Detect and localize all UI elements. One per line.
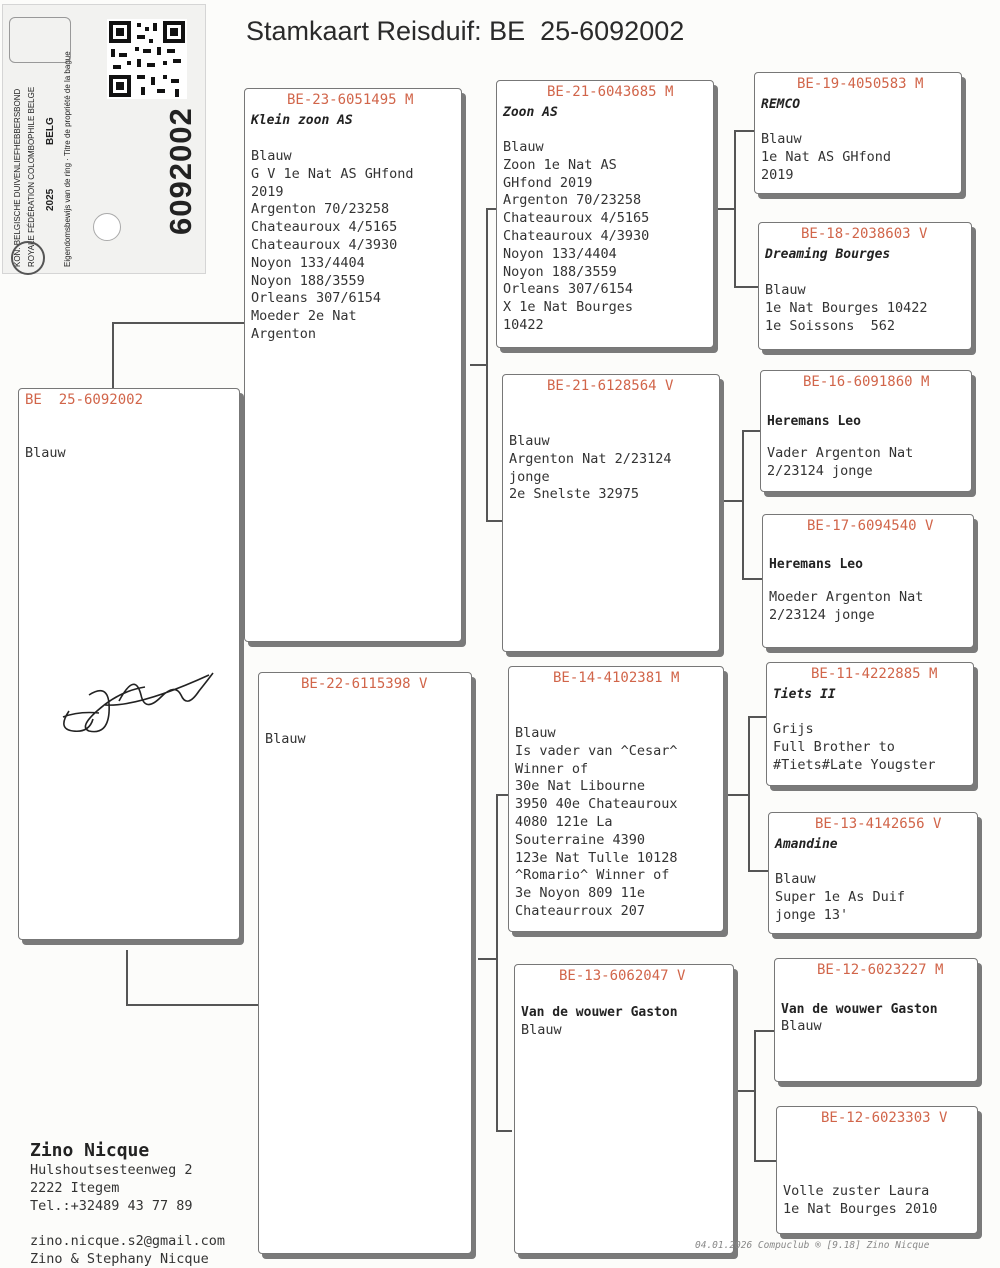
owner-name: Zino Nicque [30,1140,150,1161]
connector-line [470,364,486,366]
ring-number: BE-11-4222885 M [811,666,938,682]
ring-number: BE-13-6062047 V [559,968,686,984]
ring-number: BE-17-6094540 V [807,518,934,534]
pigeon-details: Blauw 1e Nat Bourges 10422 1e Soissons 562 [765,282,928,334]
ring-number: BE-16-6091860 M [803,374,930,390]
pedigree-box-mff [766,662,974,786]
ring-country: BELG [45,117,56,145]
pedigree-box-pigeon [18,388,240,940]
connector-line [748,716,750,870]
federation-logo [9,17,71,63]
owner-email: zino.nicque.s2@gmail.com [30,1233,226,1249]
connector-line [734,130,736,286]
owner-contact [30,1232,225,1268]
pedigree-box-mmm [776,1106,978,1234]
ring-number: BE-12-6023227 M [817,962,944,978]
connector-line [754,1030,774,1032]
ring-number: BE-21-6043685 M [547,84,674,100]
connector-line [716,208,734,210]
pigeon-name: REMCO [761,97,801,112]
connector-line [126,1004,260,1006]
owner-city: 2222 Itegem [30,1180,120,1196]
pigeon-details: Blauw [521,1022,562,1038]
ring-text-federation-fr: ROYALE FÉDÉRATION COLOMBOPHILE BELGE [27,86,36,267]
ring-number: BE-23-6051495 M [287,92,414,108]
ring-number: BE-13-4142656 V [815,816,942,832]
connector-line [496,794,498,1130]
pigeon-name: Van de wouwer Gaston [521,1005,678,1020]
owner-info [30,1140,193,1215]
ring-number: BE-22-6115398 V [301,676,428,692]
owner-address: Hulshoutsesteenweg 2 [30,1162,193,1178]
qr-code [107,19,187,99]
pigeon-details: Blauw G V 1e Nat AS GHfond 2019 Argenton 70/23258 Chateauroux 4/5165 Chateauroux 4/3930 Noyon 133/4404 Noyon 188/3559 Orleans 307/6154 Moeder 2e Nat Argenton [251,148,414,342]
pigeon-name: Klein zoon AS [251,113,353,128]
owner-phone: Tel.:+32489 43 77 89 [30,1198,193,1214]
connector-line [112,322,114,389]
pedigree-box-mmf [774,958,978,1082]
ring-number: BE-14-4102381 M [553,670,680,686]
pigeon-details: Blauw Is vader van ^Cesar^ Winner of 30e Nat Libourne 3950 40e Chateauroux 4080 121e La Souterraine 4390 123e Nat Tulle 10128 ^Romario^ Winner of 3e Noyon 809 11e Chateaurroux 207 [515,725,678,919]
pigeon-details: Blauw 1e Nat AS GHfond 2019 [761,131,892,183]
pigeon-details: Blauw [25,445,66,461]
pigeon-name: Amandine [775,837,838,852]
pigeon-details: Blauw [781,1018,822,1034]
pigeon-name: Zoon AS [503,105,558,120]
pigeon-details: Blauw [265,731,306,747]
connector-line [742,430,762,432]
connector-line [478,958,496,960]
pedigree-box-fmm [762,514,974,648]
pedigree-box-fm [502,374,720,652]
ring-number: BE-19-4050583 M [797,76,924,92]
b-logo-icon [11,241,45,275]
pedigree-box-ffm [758,222,972,350]
pigeon-details: Grijs Full Brother to #Tiets#Late Yougster [773,721,936,773]
ring-hole [93,213,121,241]
pigeon-details: Blauw Zoon 1e Nat AS GHfond 2019 Argenton 70/23258 Chateauroux 4/5165 Chateauroux 4/3930 Noyon 133/4404 Noyon 188/3559 Orleans 307/6154 X 1e Nat Bourges 10422 [503,139,650,333]
pigeon-name: Van de wouwer Gaston [781,1002,938,1017]
pigeon-details: Blauw Argenton Nat 2/23124 jonge 2e Snelste 32975 [509,433,672,503]
pedigree-box-father [244,88,462,642]
pigeon-details: Moeder Argenton Nat 2/23124 jonge [769,589,924,623]
pedigree-box-ff [496,80,714,348]
pigeon-details: Vader Argenton Nat 2/23124 jonge [767,445,914,479]
connector-line [748,870,768,872]
pedigree-box-fmf [760,370,972,492]
connector-line [486,208,488,520]
page-title: Stamkaart Reisduif: BE 25-6092002 [246,16,685,46]
connector-line [754,1030,756,1160]
pedigree-box-mf [508,666,724,932]
pigeon-name: Tiets II [773,687,836,702]
pigeon-name: Dreaming Bourges [765,247,891,262]
pedigree-box-fff [754,72,962,194]
ring-number: BE-21-6128564 V [547,378,674,394]
pedigree-box-mfm [768,812,978,934]
connector-line [728,794,748,796]
pigeon-name: Heremans Leo [769,557,863,572]
ring-number: BE 25-6092002 [25,392,144,408]
connector-line [742,578,762,580]
pigeon-name: Heremans Leo [767,414,861,429]
connector-line [754,1160,776,1162]
pigeon-details: Volle zuster Laura 1e Nat Bourges 2010 [783,1183,938,1217]
ring-text-ownership: Eigendomsbewijs van de ring · Titre de propriété de la bague [63,51,72,267]
ring-number: BE-12-6023303 V [821,1110,948,1126]
connector-line [126,950,128,1006]
connector-line [742,430,744,578]
connector-line [748,716,768,718]
connector-line [112,322,248,324]
connector-line [734,286,760,288]
connector-line [722,500,742,502]
connector-line [486,520,502,522]
signature-image [49,651,219,751]
connector-line [496,1130,512,1132]
ring-year: 2025 [45,188,56,211]
pigeon-details: Blauw Super 1e As Duif jonge 13' [775,871,906,923]
print-footer: 04.01.2026 Compuclub ® [9.18] Zino Nicque [695,1240,930,1251]
connector-line [738,1090,754,1092]
ring-number: 6092002 [163,107,198,235]
ring-text-federation: KON. BELGISCHE DUIVENLIEFHEBBERSBOND [13,88,22,267]
pedigree-box-mm [514,964,734,1254]
pedigree-box-mother [258,672,472,1254]
ring-number: BE-18-2038603 V [801,226,928,242]
ring-certificate [2,4,206,274]
owner-names: Zino & Stephany Nicque [30,1251,209,1267]
